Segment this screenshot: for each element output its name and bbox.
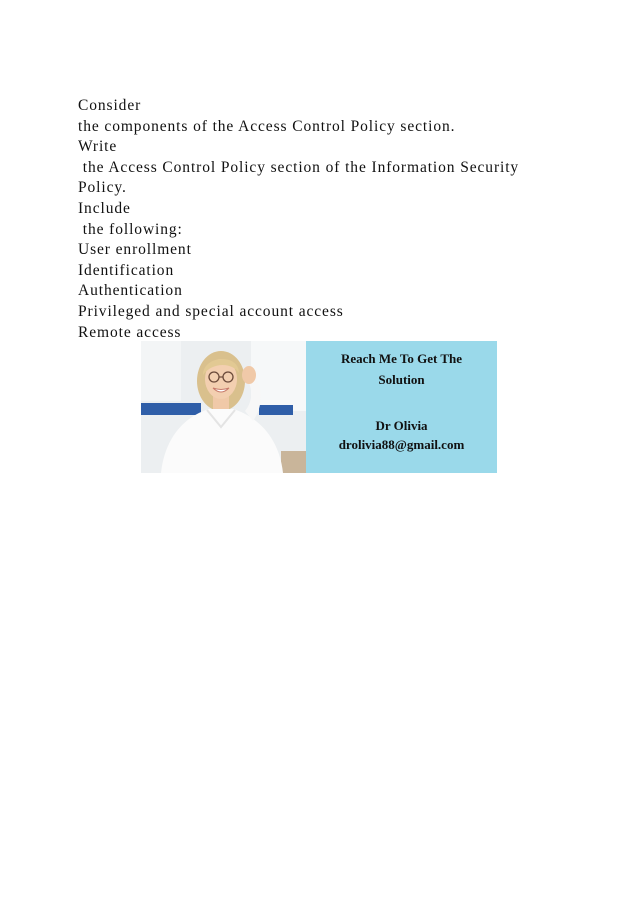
contact-heading-line2: Solution (378, 372, 425, 387)
text-line: the Access Control Policy section of the Information Security (78, 158, 520, 176)
text-line: Write (78, 138, 118, 156)
text-line: Consider (78, 97, 142, 114)
text-line: Policy. (78, 179, 127, 197)
text-line: the components of the Access Control Policy section. (78, 117, 456, 135)
text-line: Privileged and special account access (78, 302, 344, 320)
assignment-text (78, 96, 558, 343)
contact-info-panel (306, 341, 497, 473)
text-line: Include (78, 199, 131, 217)
text-line: Remote access (78, 323, 182, 341)
contact-banner (141, 341, 497, 473)
contact-heading-line1: Reach Me To Get The (340, 351, 463, 366)
contact-name: Dr Olivia (375, 418, 428, 433)
contact-email: drolivia88@gmail.com (338, 437, 465, 452)
text-line: Authentication (78, 282, 183, 300)
woman-photo (141, 341, 306, 473)
text-line: User enrollment (78, 241, 192, 259)
text-line: Identification (78, 261, 175, 279)
text-line: the following: (78, 220, 183, 238)
woman-portrait-illustration (141, 341, 306, 473)
